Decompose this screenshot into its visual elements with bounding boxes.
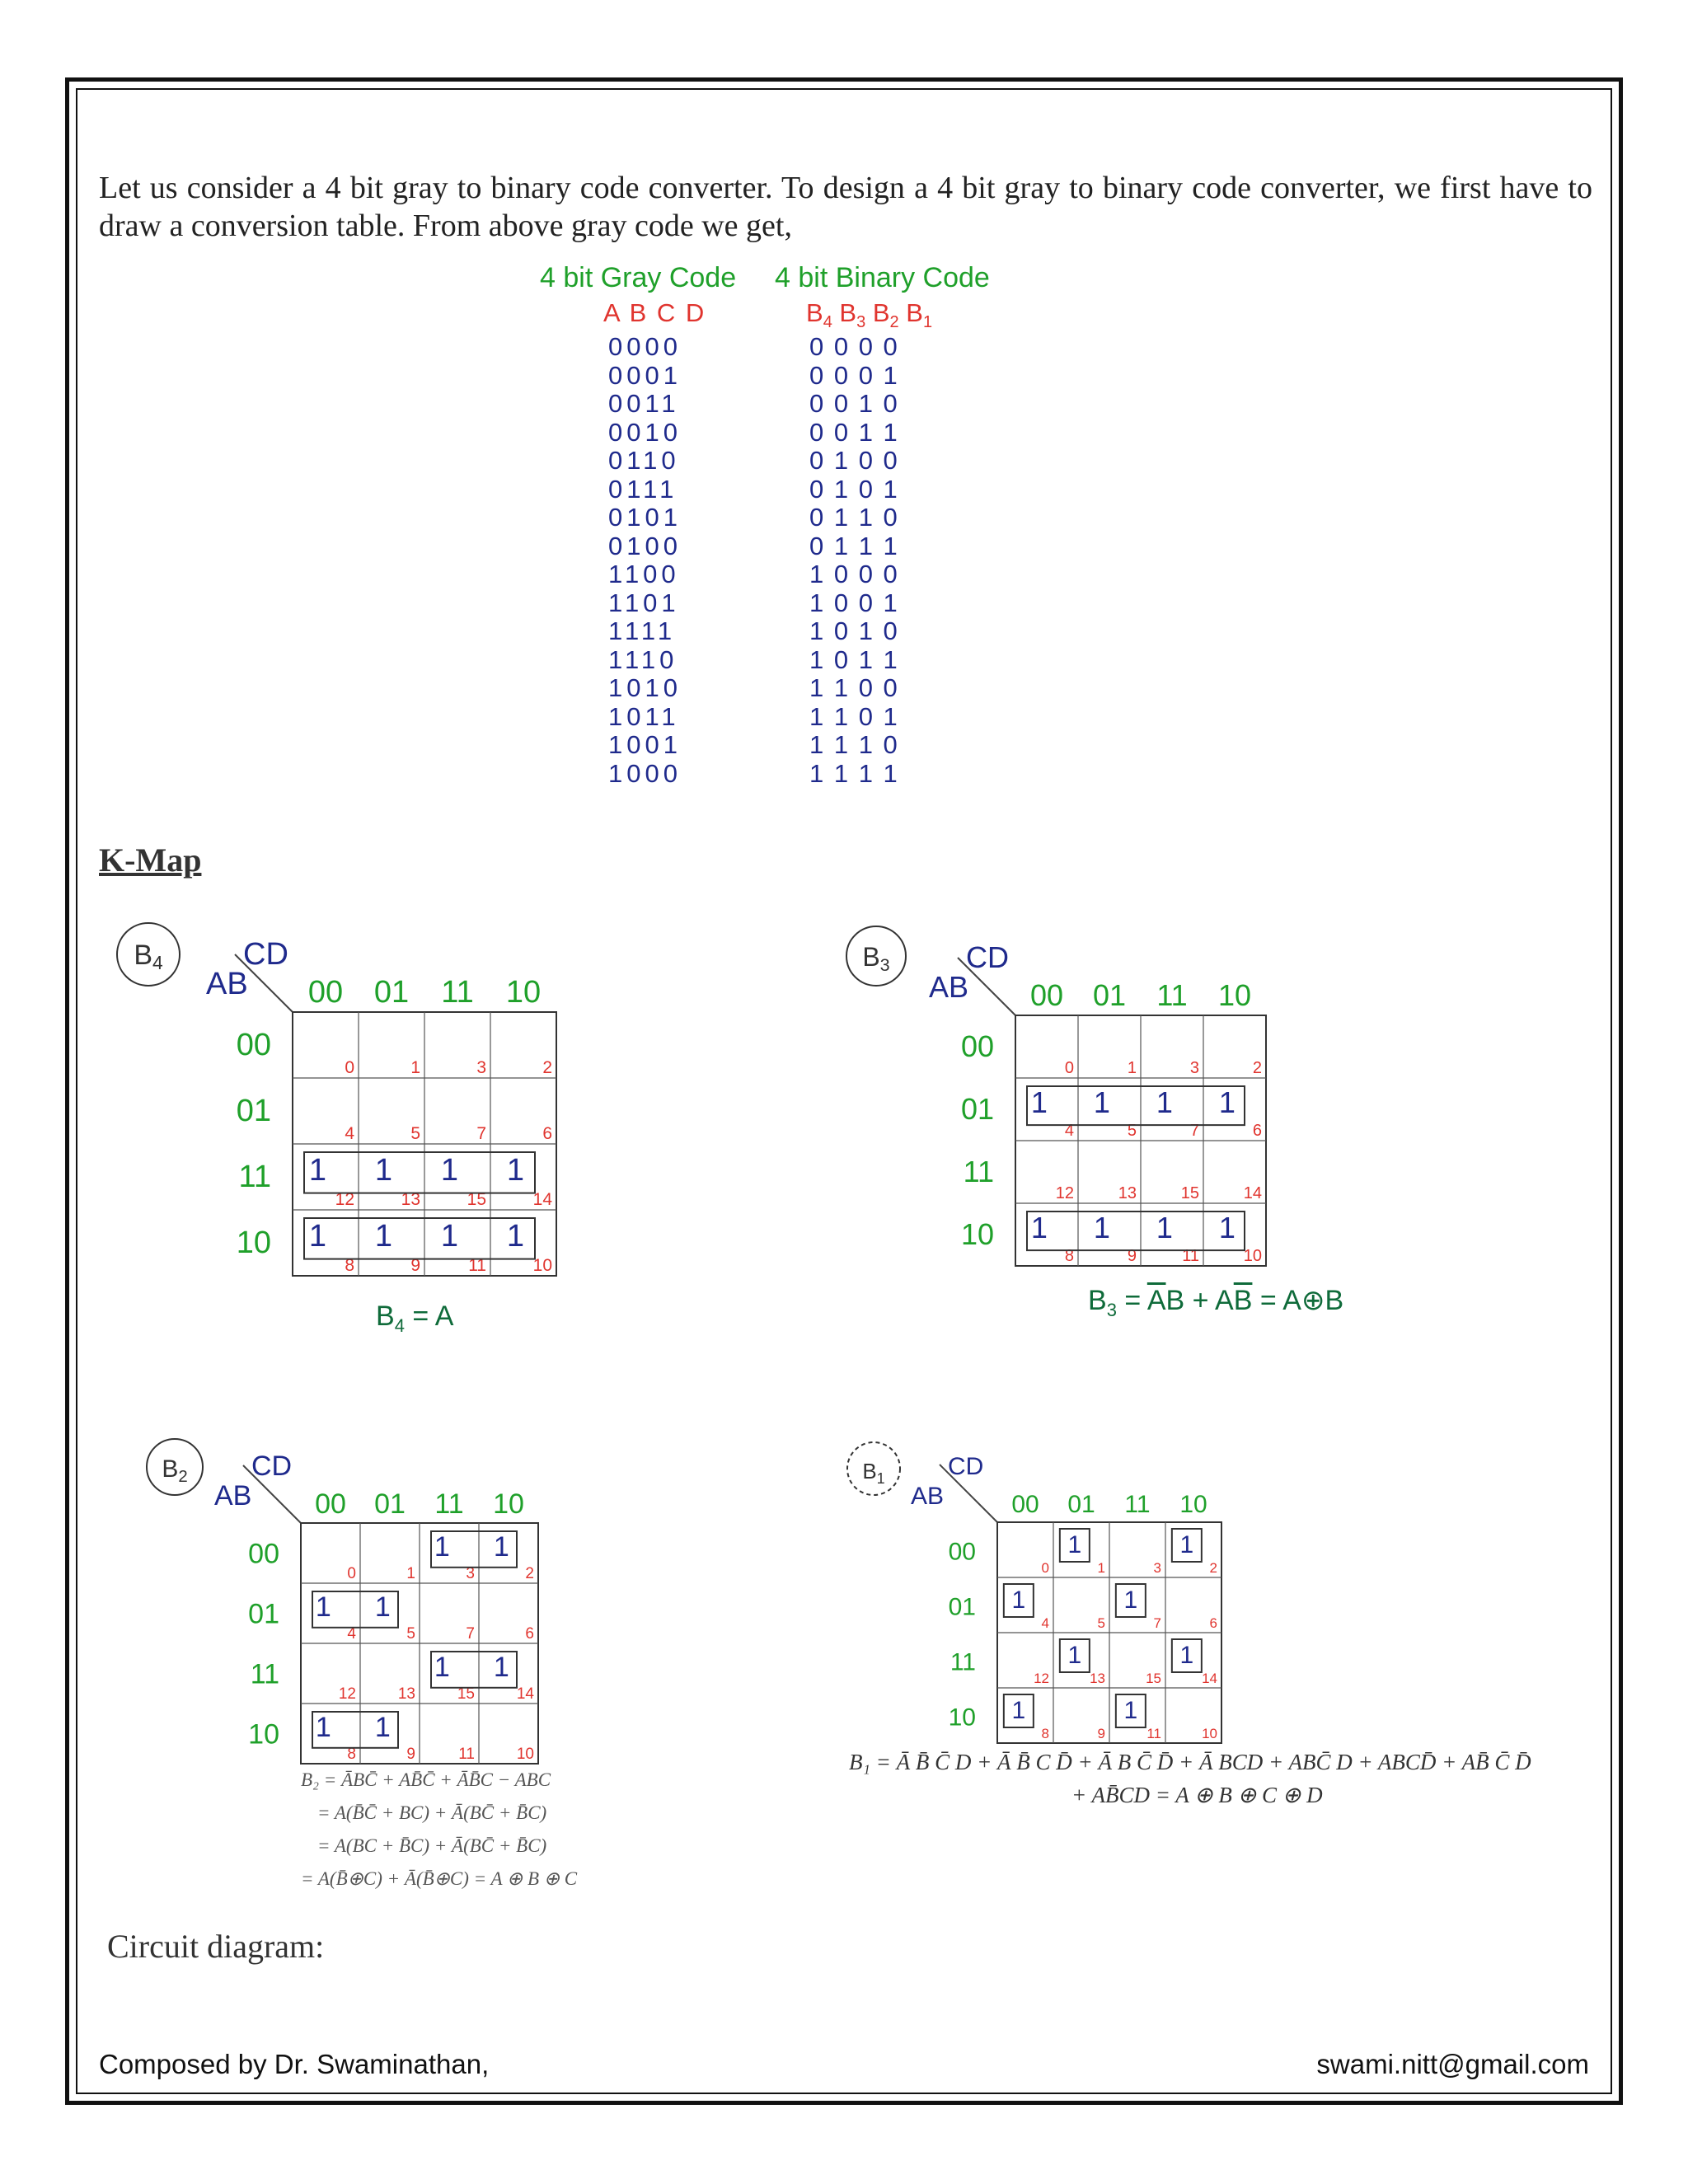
binary-row: 1 1 1 1: [809, 758, 899, 788]
gray-row: 0101: [608, 503, 682, 532]
binary-row: 0 0 1 1: [809, 417, 899, 447]
b4-cell-one: 1: [506, 1219, 524, 1254]
b2-cell-one: 1: [374, 1591, 391, 1624]
b4-group: [304, 1152, 535, 1193]
b4-cell-number: 9: [410, 1256, 420, 1275]
b2-cell-number: 2: [525, 1565, 534, 1582]
b1-cell-number: 12: [1034, 1671, 1049, 1686]
b1-cell-number: 1: [1097, 1560, 1105, 1576]
b4-cell-number: 11: [468, 1256, 486, 1275]
b3-col-code: 01: [1092, 978, 1127, 1012]
b2-equation: B₂ = ĀBC̄ + AB̄C̄ + ĀB̄C − ABC = A(B̄C̄ + BC) + Ā(BC̄ + B̄C) = A(BC + B̄C) + Ā(BC̄ + B̄C) = A(B̄⊕C) + Ā(B̄⊕C) = A ⊕ B ⊕ C: [301, 1769, 578, 1889]
b4-cell-one: 1: [440, 1219, 458, 1254]
binary-row: 1 1 1 0: [809, 730, 899, 759]
gray-row: 0011: [608, 389, 680, 418]
b1-cell-number: 0: [1041, 1560, 1049, 1576]
b4-cell-one: 1: [440, 1153, 458, 1188]
b4-col-code: 01: [373, 975, 410, 1010]
b3-equation: $B_3 = \overline{A}B + A\overline{B}$ = A⊕B: [1088, 1285, 1344, 1320]
binary-row: 0 1 0 0: [809, 446, 899, 475]
b1-cell-number: 9: [1097, 1726, 1105, 1741]
b4-col-code: 11: [441, 975, 474, 1010]
b2-col-var: CD: [251, 1451, 293, 1482]
b1-row-code: 11: [950, 1648, 976, 1676]
b1-cell-one: 1: [1179, 1641, 1194, 1669]
b1-equation: B₁ = Ā B̄ C̄ D + Ā B̄ C D̄ + Ā B C̄ D̄ + Ā BCD + ABC̄ D + ABCD̄ + AB̄ C̄ D̄ + AB̄CD = A ⊕ B ⊕ C ⊕ D: [849, 1750, 1531, 1807]
gray-code-header: A B C D: [603, 298, 706, 327]
binary-row: 0 0 0 1: [809, 360, 899, 390]
b1-row-code: 00: [948, 1538, 976, 1566]
b3-row-code: 10: [960, 1217, 994, 1251]
b1-row-code: 10: [948, 1704, 976, 1732]
b1-cell-number: 5: [1097, 1615, 1105, 1631]
b4-col-code: 10: [505, 975, 542, 1010]
b4-row-code: 10: [236, 1226, 271, 1260]
b3-cell-number: 9: [1127, 1247, 1137, 1265]
b4-label: B4: [134, 940, 163, 973]
b3-cell-number: 1: [1127, 1059, 1137, 1077]
b3-label: B3: [862, 942, 890, 975]
b2-cell-number: 1: [406, 1565, 415, 1582]
gray-row: 1111: [608, 616, 677, 645]
b2-cell-number: 11: [458, 1746, 475, 1763]
binary-row: 1 1 0 0: [809, 673, 899, 702]
b2-row-var: AB: [214, 1480, 252, 1511]
b3-row-code: 00: [960, 1029, 994, 1063]
binary-row: 1 0 1 1: [809, 644, 899, 674]
b2-cell-number: 12: [338, 1685, 356, 1703]
b2-cell-number: 13: [397, 1685, 415, 1703]
b1-row-var: AB: [911, 1483, 945, 1510]
b1-cell-number: 10: [1202, 1726, 1217, 1741]
b2-cell-one: 1: [315, 1591, 331, 1624]
kmap-heading: K-Map: [99, 841, 202, 879]
b1-cell-number: 8: [1041, 1726, 1049, 1741]
binary-row: 0 1 1 0: [809, 503, 899, 532]
b2-cell-number: 14: [516, 1685, 534, 1703]
b2-cell-number: 10: [516, 1746, 534, 1763]
b3-cell-one: 1: [1156, 1210, 1173, 1244]
b2-cell-number: 5: [406, 1625, 415, 1643]
gray-code-title: 4 bit Gray Code: [540, 262, 737, 293]
b1-row-code: 01: [948, 1593, 976, 1621]
b4-equation: $B_4 = A$: [376, 1301, 454, 1336]
b4-cell-number: 14: [532, 1190, 552, 1209]
gray-row: 0010: [608, 417, 682, 447]
binary-row: 1 1 0 1: [809, 701, 899, 731]
b1-cell-number: 13: [1090, 1671, 1105, 1686]
b2-label: $B_2$: [162, 1455, 188, 1486]
b3-group: [1027, 1086, 1245, 1125]
b4-cell-number: 15: [467, 1190, 486, 1209]
b3-cell-number: 14: [1243, 1184, 1262, 1202]
b3-cell-number: 12: [1055, 1184, 1074, 1202]
b1-label: $B_1$: [862, 1459, 885, 1487]
b1-cell-number: 3: [1153, 1560, 1161, 1576]
binary-row: 1 0 0 1: [809, 588, 899, 617]
intro-paragraph: Let us consider a 4 bit gray to binary code converter. To design a 4 bit gray to binary code converter, we first have to draw a conversion table. From above gray code we get,: [99, 171, 1592, 243]
binary-row: 1 0 0 0: [809, 560, 899, 588]
b3-cell-number: 0: [1064, 1059, 1074, 1077]
b3-cell-one: 1: [1030, 1085, 1048, 1119]
b4-cell-number: 4: [345, 1124, 354, 1143]
b1-cell-number: 14: [1202, 1671, 1217, 1686]
b4-cell-number: 3: [476, 1058, 486, 1077]
b3-col-code: 00: [1029, 978, 1064, 1012]
b4-row-var: AB: [206, 967, 248, 1001]
b3-cell-number: 13: [1118, 1184, 1137, 1202]
b4-cell-one: 1: [374, 1219, 392, 1254]
b4-col-var: CD: [243, 937, 288, 972]
b4-row-code: 01: [236, 1094, 271, 1128]
b3-cell-one: 1: [1030, 1210, 1048, 1244]
b4-cell-one: 1: [506, 1153, 524, 1188]
b2-row-code: 00: [248, 1538, 279, 1570]
gray-row: 1001: [608, 730, 682, 759]
gray-row: 0000: [608, 332, 682, 361]
gray-row: 1110: [608, 644, 678, 674]
binary-code-header: $B_4$ $B_3$ $B_2$ $B_1$: [806, 298, 933, 332]
b4-cell-number: 8: [345, 1256, 354, 1275]
b1-cell-one: 1: [1179, 1530, 1194, 1558]
b4-cell-one: 1: [308, 1219, 326, 1254]
b4-cell-number: 7: [476, 1124, 486, 1143]
b2-cell-number: 9: [406, 1746, 415, 1763]
b2-cell-number: 4: [347, 1625, 356, 1643]
b1-cell-number: 7: [1153, 1615, 1161, 1631]
gray-row: 0001: [608, 360, 682, 390]
b3-cell-number: 15: [1180, 1184, 1199, 1202]
b2-row-code: 11: [250, 1658, 279, 1690]
gray-row: 0110: [608, 446, 680, 475]
b3-cell-number: 3: [1189, 1059, 1199, 1077]
footer-email: swami.nitt@gmail.com: [1316, 2049, 1589, 2079]
b2-cell-one: 1: [374, 1712, 391, 1744]
binary-row: 0 0 1 0: [809, 389, 899, 418]
b1-cell-one: 1: [1123, 1696, 1138, 1724]
b4-cell-number: 6: [542, 1124, 552, 1143]
gray-row: 0111: [608, 474, 678, 504]
b2-row-code: 01: [248, 1598, 279, 1630]
b1-col-code: 11: [1124, 1491, 1151, 1518]
b2-col-code: 01: [374, 1488, 406, 1520]
b4-cell-one: 1: [308, 1153, 326, 1188]
b1-cell-number: 6: [1209, 1615, 1217, 1631]
b4-col-code: 00: [307, 975, 344, 1010]
b2-cell-number: 7: [466, 1625, 475, 1643]
b2-cell-number: 15: [457, 1685, 475, 1703]
b3-cell-one: 1: [1093, 1210, 1110, 1244]
b3-cell-number: 7: [1189, 1122, 1199, 1140]
b3-cell-number: 2: [1252, 1059, 1262, 1077]
b3-row-code: 01: [960, 1092, 994, 1126]
b3-row-var: AB: [929, 970, 969, 1004]
gray-row: 1011: [608, 701, 680, 731]
gray-row: 1100: [608, 560, 680, 588]
gray-row: 0100: [608, 531, 682, 560]
b3-col-code: 11: [1156, 978, 1188, 1012]
b3-col-var: CD: [966, 940, 1009, 974]
b2-cell-one: 1: [434, 1531, 450, 1563]
binary-row: 0 1 1 1: [809, 531, 899, 560]
b4-cell-number: 12: [335, 1190, 354, 1209]
b2-col-code: 00: [315, 1488, 346, 1520]
b2-cell-one: 1: [315, 1712, 331, 1744]
b1-cell-one: 1: [1011, 1696, 1026, 1724]
b3-group: [1027, 1212, 1245, 1250]
b1-cell-number: 11: [1146, 1726, 1161, 1741]
b3-cell-one: 1: [1218, 1085, 1236, 1119]
gray-row: 1000: [608, 758, 682, 788]
binary-code-title: 4 bit Binary Code: [775, 262, 990, 293]
b4-group: [304, 1218, 535, 1259]
b2-cell-one: 1: [493, 1531, 509, 1563]
b4-row-code: 00: [236, 1028, 271, 1062]
b3-cell-number: 4: [1064, 1122, 1074, 1140]
b3-cell-number: 10: [1243, 1247, 1262, 1265]
b1-cell-one: 1: [1123, 1586, 1138, 1614]
b2-cell-number: 3: [466, 1565, 475, 1582]
b1-cell-one: 1: [1067, 1641, 1082, 1669]
b4-cell-number: 5: [410, 1124, 420, 1143]
b4-cell-number: 2: [542, 1058, 552, 1077]
b3-cell-one: 1: [1218, 1210, 1236, 1244]
binary-row: 1 0 1 0: [809, 616, 899, 645]
b3-cell-one: 1: [1156, 1085, 1173, 1119]
binary-row: 0 1 0 1: [809, 474, 899, 504]
b4-row-code: 11: [238, 1160, 271, 1194]
b4-cell-number: 0: [345, 1058, 354, 1077]
b1-cell-number: 2: [1209, 1560, 1217, 1576]
b4-cell-number: 10: [532, 1256, 552, 1275]
b1-col-var: CD: [948, 1453, 984, 1480]
gray-row: 1010: [608, 673, 682, 702]
b3-cell-number: 8: [1064, 1247, 1074, 1265]
b4-cell-number: 13: [401, 1190, 420, 1209]
b3-cell-one: 1: [1093, 1085, 1110, 1119]
b2-cell-number: 8: [347, 1746, 356, 1763]
b4-cell-one: 1: [374, 1153, 392, 1188]
b2-cell-one: 1: [434, 1652, 450, 1684]
b1-cell-one: 1: [1067, 1530, 1082, 1558]
footer-author: Composed by Dr. Swaminathan,: [99, 2049, 490, 2079]
b2-cell-number: 0: [347, 1565, 356, 1582]
b3-col-code: 10: [1217, 978, 1252, 1012]
b2-cell-one: 1: [493, 1652, 509, 1684]
b4-cell-number: 1: [410, 1058, 420, 1077]
b1-col-code: 01: [1067, 1491, 1095, 1518]
b2-cell-number: 6: [525, 1625, 534, 1643]
b3-cell-number: 6: [1252, 1122, 1262, 1140]
b3-cell-number: 5: [1127, 1122, 1137, 1140]
b1-col-code: 10: [1179, 1491, 1207, 1518]
b1-cell-number: 15: [1146, 1671, 1161, 1686]
b2-row-code: 10: [248, 1718, 279, 1750]
b1-cell-one: 1: [1011, 1586, 1026, 1614]
b1-cell-number: 4: [1041, 1615, 1049, 1631]
b3-cell-number: 11: [1182, 1247, 1199, 1265]
circuit-diagram-label: Circuit diagram:: [107, 1928, 325, 1965]
b1-col-code: 00: [1011, 1491, 1039, 1518]
binary-row: 0 0 0 0: [809, 332, 899, 361]
b2-col-code: 11: [434, 1488, 464, 1520]
b2-col-code: 10: [493, 1488, 524, 1520]
gray-row: 1101: [608, 588, 680, 617]
b3-row-code: 11: [963, 1155, 994, 1188]
